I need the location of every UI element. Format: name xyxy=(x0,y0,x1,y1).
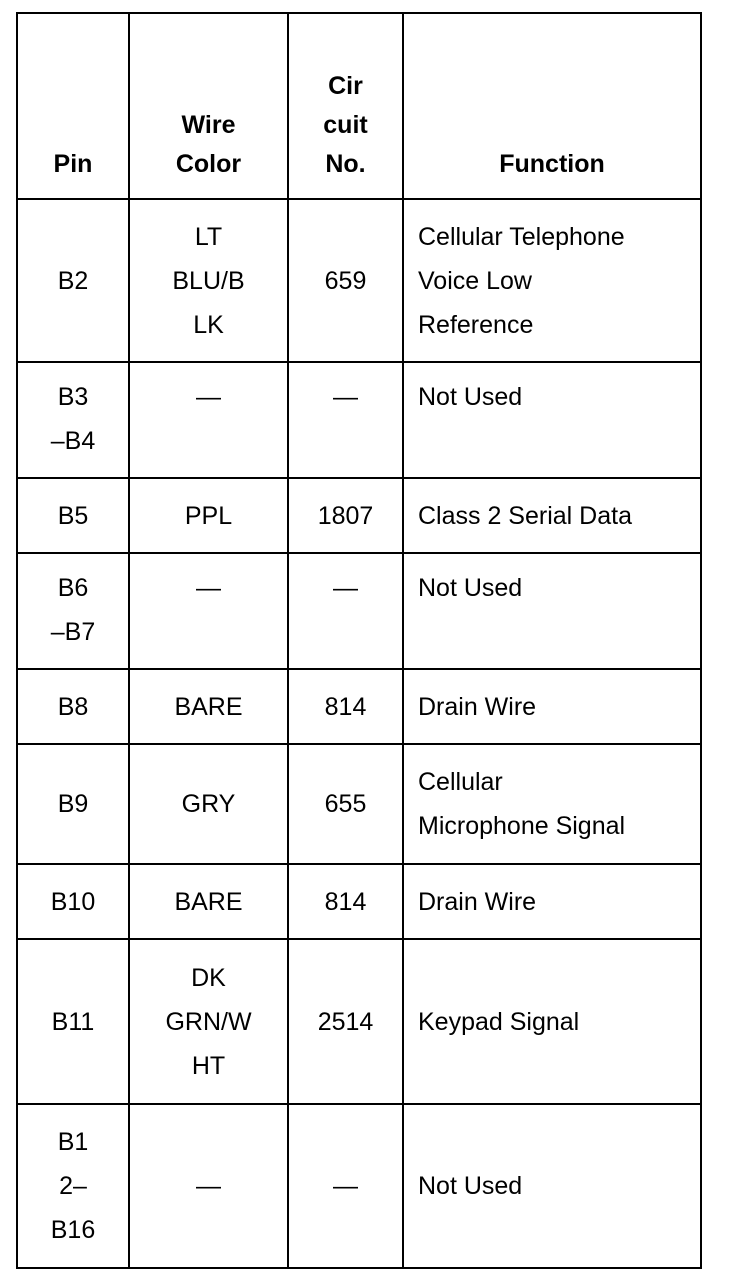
pin-cell: B8 xyxy=(17,669,129,744)
table-row xyxy=(17,199,701,362)
circuit-no-cell: — xyxy=(288,362,403,478)
table-row xyxy=(17,553,701,669)
function-cell: Cellular Telephone Voice Low Reference xyxy=(403,199,701,362)
wire-color-cell: PPL xyxy=(129,478,288,553)
pin-cell: B11 xyxy=(17,939,129,1104)
circuit-no-cell: 2514 xyxy=(288,939,403,1104)
table-row xyxy=(17,669,701,744)
circuit-no-cell: 1807 xyxy=(288,478,403,553)
circuit-no-cell: — xyxy=(288,1104,403,1268)
pin-cell: B6 –B7 xyxy=(17,553,129,669)
function-cell: Not Used xyxy=(403,553,701,669)
wire-color-cell: BARE xyxy=(129,669,288,744)
wire-color-cell: DK GRN/W HT xyxy=(129,939,288,1104)
wire-color-cell: BARE xyxy=(129,864,288,939)
circuit-no-cell: 814 xyxy=(288,669,403,744)
header-wire-color: Wire Color xyxy=(129,13,288,199)
table-header-row xyxy=(17,13,701,199)
header-circuit-no: Cir cuit No. xyxy=(288,13,403,199)
function-cell: Class 2 Serial Data xyxy=(403,478,701,553)
pin-cell: B9 xyxy=(17,744,129,864)
wire-color-cell: LT BLU/B LK xyxy=(129,199,288,362)
function-cell: Not Used xyxy=(403,1104,701,1268)
pin-cell: B2 xyxy=(17,199,129,362)
header-function: Function xyxy=(403,13,701,199)
table-row xyxy=(17,939,701,1104)
header-pin: Pin xyxy=(17,13,129,199)
wire-color-cell: — xyxy=(129,1104,288,1268)
function-cell: Drain Wire xyxy=(403,669,701,744)
pin-cell: B10 xyxy=(17,864,129,939)
function-cell: Cellular Microphone Signal xyxy=(403,744,701,864)
circuit-no-cell: 655 xyxy=(288,744,403,864)
table-row xyxy=(17,864,701,939)
circuit-no-cell: 814 xyxy=(288,864,403,939)
table-row xyxy=(17,478,701,553)
wire-color-cell: — xyxy=(129,553,288,669)
table-row xyxy=(17,362,701,478)
function-cell: Drain Wire xyxy=(403,864,701,939)
table-row xyxy=(17,1104,701,1268)
wire-color-cell: — xyxy=(129,362,288,478)
pin-cell: B3 –B4 xyxy=(17,362,129,478)
connector-pinout-table xyxy=(16,12,702,1269)
table-row xyxy=(17,744,701,864)
wire-color-cell: GRY xyxy=(129,744,288,864)
pin-cell: B5 xyxy=(17,478,129,553)
circuit-no-cell: 659 xyxy=(288,199,403,362)
circuit-no-cell: — xyxy=(288,553,403,669)
pin-cell: B1 2– B16 xyxy=(17,1104,129,1268)
function-cell: Keypad Signal xyxy=(403,939,701,1104)
function-cell: Not Used xyxy=(403,362,701,478)
